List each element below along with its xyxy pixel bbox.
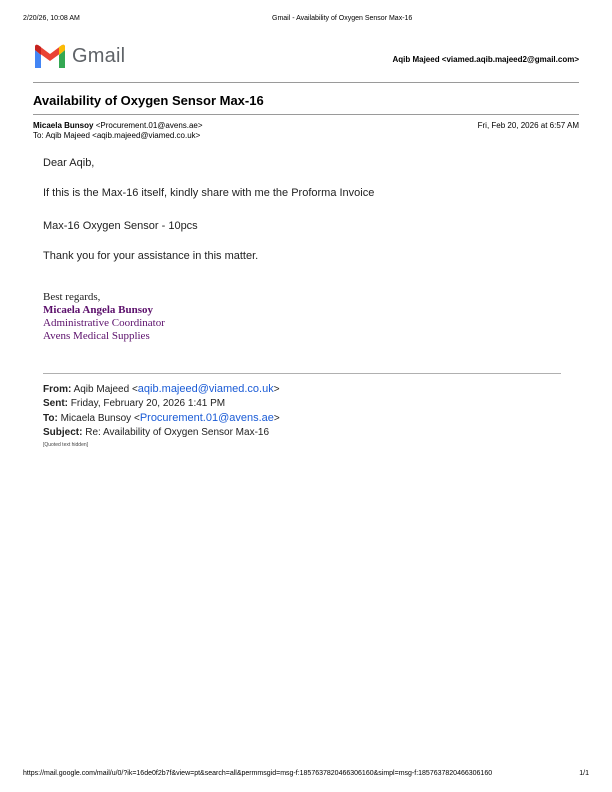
quoted-to-label: To: [43,413,58,424]
quoted-sent [43,398,225,409]
quoted-subject-label: Subject: [43,427,83,438]
sender-name: Micaela Bunsoy [33,121,94,130]
account-email: Aqib Majeed <viamed.aqib.majeed2@gmail.com> [392,55,579,64]
print-datetime: 2/20/26, 10:08 AM [23,15,80,22]
quoted-to [43,412,280,424]
body-line: If this is the Max-16 itself, kindly share with me the Proforma Invoice [43,187,375,199]
quoted-text-hidden[interactable]: [Quoted text hidden] [43,442,89,448]
thread-subject: Availability of Oxygen Sensor Max-16 [33,93,264,108]
quoted-sent-value: Friday, February 20, 2026 1:41 PM [70,398,226,409]
quoted-to-end: > [273,413,280,424]
quoted-from-name: Aqib Majeed < [73,384,138,395]
quoted-from-label: From: [43,384,72,395]
signature-closing: Best regards, [43,291,101,303]
quoted-to-email-link[interactable]: Procurement.01@avens.ae [139,412,274,424]
quoted-subject [43,427,269,438]
print-footer-url: https://mail.google.com/mail/u/0/?ik=16de0f2b7f&view=pt&search=all&permmsgid=msg-f:1857637820466306160&simpl=msg-f:1857637820466306160 [23,770,493,777]
body-greeting: Dear Aqib, [43,157,95,169]
quoted-sent-label: Sent: [43,398,68,409]
quoted-from [43,383,280,395]
message-date: Fri, Feb 20, 2026 at 6:57 AM [477,121,579,130]
quoted-from-end: > [273,384,280,395]
divider [33,114,579,115]
body-line: Max-16 Oxygen Sensor - 10pcs [43,220,198,232]
message-from [33,121,203,130]
signature-name: Micaela Angela Bunsoy [43,304,154,316]
gmail-logo-icon [33,43,67,71]
print-title: Gmail - Availability of Oxygen Sensor Max-16 [272,15,413,22]
message-to: To: Aqib Majeed <aqib.majeed@viamed.co.uk> [33,131,201,140]
quoted-from-email-link[interactable]: aqib.majeed@viamed.co.uk [137,383,274,395]
print-page-number: 1/1 [579,770,589,777]
quote-divider [43,373,561,374]
gmail-wordmark: Gmail [72,45,126,67]
body-line: Thank you for your assistance in this matter. [43,250,259,262]
quoted-subject-value: Re: Availability of Oxygen Sensor Max-16 [85,427,270,438]
signature-title: Administrative Coordinator [43,317,165,329]
signature-company: Avens Medical Supplies [43,330,150,342]
divider [33,82,579,83]
quoted-to-name: Micaela Bunsoy < [60,413,140,424]
sender-address: <Procurement.01@avens.ae> [95,121,203,130]
